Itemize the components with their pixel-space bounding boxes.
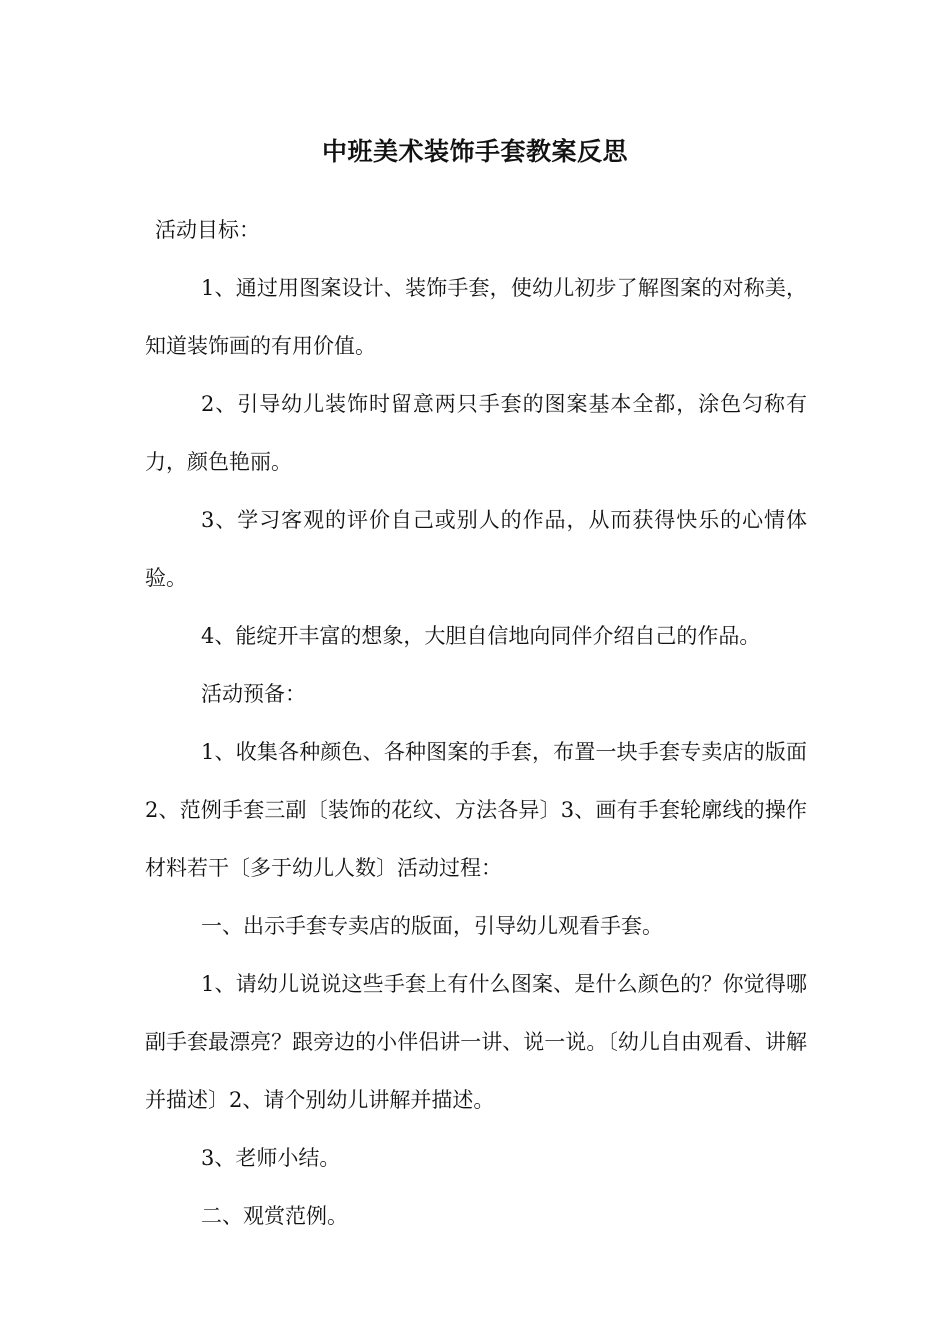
paragraph-goal-3: 3、学习客观的评价自己或别人的作品，从而获得快乐的心情体验。 (145, 508, 807, 590)
section-heading-goals: 活动目标： (155, 218, 260, 242)
paragraph-goal-2: 2、引导幼儿装饰时留意两只手套的图案基本全都，涂色匀称有力，颜色艳丽。 (145, 392, 807, 474)
paragraph-process-1: 一、出示手套专卖店的版面，引导幼儿观看手套。 (201, 914, 663, 938)
paragraph-goal-1: 1、通过用图案设计、装饰手套，使幼儿初步了解图案的对称美，知道装饰画的有用价值。 (145, 276, 807, 358)
document-title: 中班美术装饰手套教案反思 (321, 137, 628, 166)
paragraph-process-1-1: 1、请幼儿说说这些手套上有什么图案、是什么颜色的？你觉得哪副手套最漂亮？跟旁边的小伴侣讲一讲、说一说。〔幼儿自由观看、讲解并描述〕2、请个别幼儿讲解并描述。 (145, 972, 807, 1112)
paragraph-process-1-3: 3、老师小结。 (201, 1146, 341, 1170)
paragraph-preparation: 1、收集各种颜色、各种图案的手套，布置一块手套专卖店的版面 2、范例手套三副〔装饰的花纹、方法各异〕3、画有手套轮廓线的操作材料若干〔多于幼儿人数〕活动过程： (145, 740, 807, 880)
section-heading-preparation: 活动预备： (201, 682, 306, 706)
paragraph-goal-4: 4、能绽开丰富的想象，大胆自信地向同伴介绍自己的作品。 (201, 624, 761, 648)
document-body (145, 201, 807, 1245)
paragraph-process-2: 二、观赏范例。 (201, 1204, 348, 1228)
